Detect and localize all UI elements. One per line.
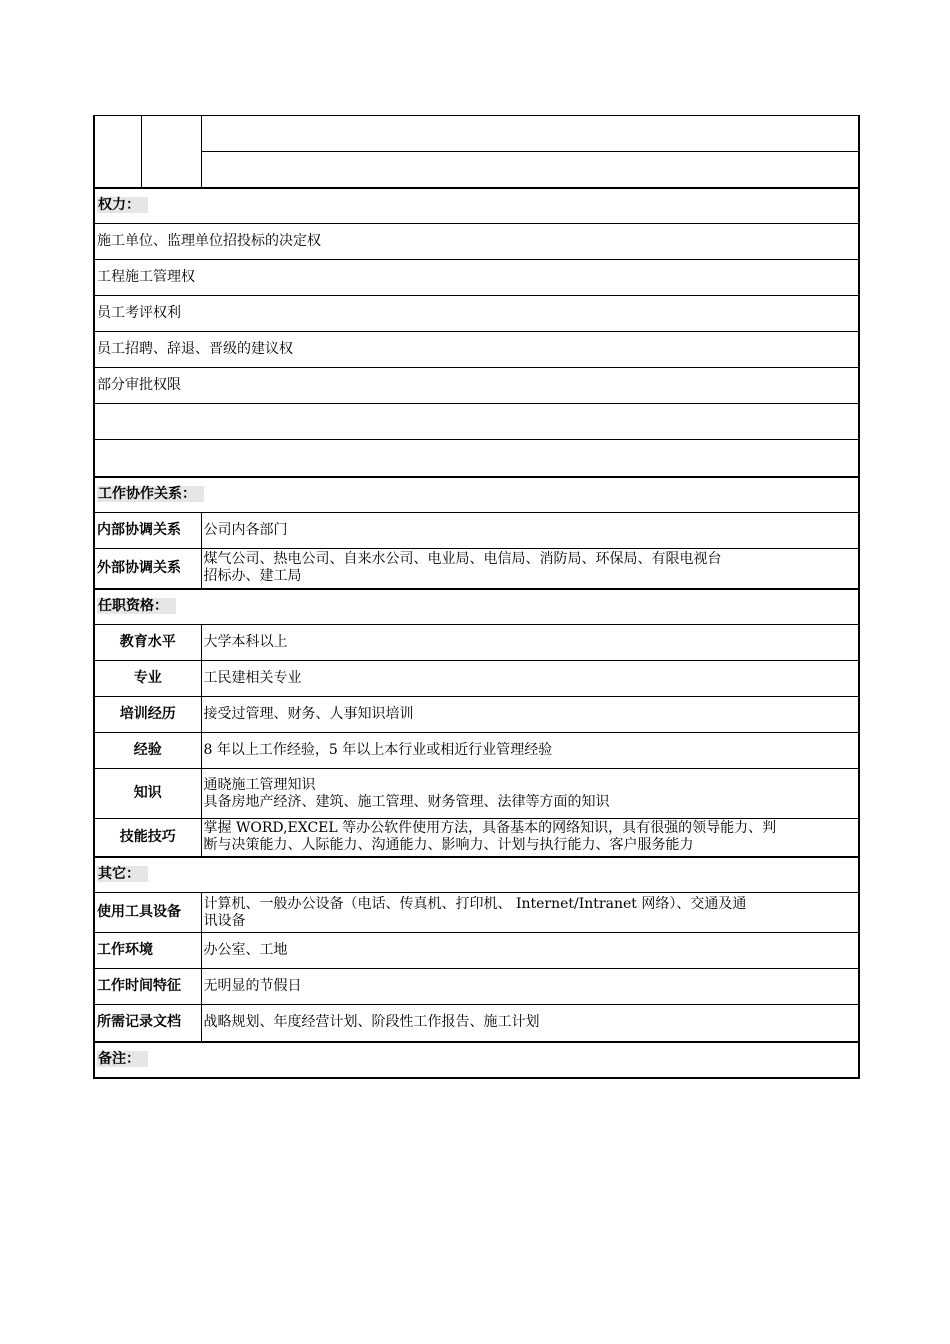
internal-coordination-row [94,513,859,549]
major-row [94,661,859,697]
experience-label: 经验 [94,733,201,769]
job-description-table [93,115,860,1079]
power-item-3: 员工考评权利 [94,296,859,332]
environment-value: 办公室、工地 [201,933,859,969]
powers-header-row [94,188,859,224]
collaboration-header-row [94,477,859,513]
work-time-row [94,969,859,1005]
experience-value: 8 年以上工作经验，5 年以上本行业或相近行业管理经验 [201,733,859,769]
power-item-1: 施工单位、监理单位招投标的决定权 [94,224,859,260]
power-item-6 [94,404,859,440]
external-coordination-row [94,549,859,589]
power-row [94,332,859,368]
training-value: 接受过管理、财务、人事知识培训 [201,697,859,733]
top-blank-cell-b [141,116,201,188]
qualifications-header-row [94,589,859,625]
power-row [94,368,859,404]
power-row [94,260,859,296]
qualifications-title: 任职资格： [97,598,176,614]
documents-value: 战略规划、年度经营计划、阶段性工作报告、施工计划 [201,1005,859,1042]
training-label: 培训经历 [94,697,201,733]
work-time-label: 工作时间特征 [94,969,201,1005]
documents-label: 所需记录文档 [94,1005,201,1042]
external-coordination-line-2: 招标办、建工局 [203,568,302,585]
remarks-title: 备注： [97,1051,148,1067]
power-row [94,404,859,440]
major-value: 工民建相关专业 [201,661,859,697]
collaboration-title: 工作协作关系： [97,486,204,502]
power-item-5: 部分审批权限 [94,368,859,404]
internal-coordination-value: 公司内各部门 [201,513,859,549]
top-blank-cell-c1 [201,116,859,152]
power-item-7 [94,440,859,477]
environment-row [94,933,859,969]
work-time-value: 无明显的节假日 [201,969,859,1005]
tools-line-1: 计算机、一般办公设备（电话、传真机、打印机、 Internet/Intranet 网络）、交通及通 [203,895,747,912]
top-row-1 [94,116,859,152]
other-header-row [94,857,859,893]
other-title: 其它： [97,866,148,882]
knowledge-row [94,769,859,819]
environment-label: 工作环境 [94,933,201,969]
power-item-4: 员工招聘、辞退、晋级的建议权 [94,332,859,368]
documents-row [94,1005,859,1042]
power-row [94,440,859,477]
external-coordination-label: 外部协调关系 [94,549,201,589]
skills-row [94,819,859,857]
training-row [94,697,859,733]
tools-line-2: 讯设备 [203,912,246,929]
remarks-row [94,1042,859,1078]
education-label: 教育水平 [94,625,201,661]
skills-line-1: 掌握 WORD,EXCEL 等办公软件使用方法，具备基本的网络知识，具有很强的领导能力、判 [203,820,777,837]
top-row-2 [94,152,859,188]
knowledge-line-1: 通晓施工管理知识 [203,776,316,793]
knowledge-label: 知识 [94,769,201,819]
tools-label: 使用工具设备 [94,893,201,933]
job-description-sheet [93,115,858,1079]
major-label: 专业 [94,661,201,697]
powers-title: 权力： [97,197,148,213]
experience-row [94,733,859,769]
internal-coordination-label: 内部协调关系 [94,513,201,549]
skills-line-2: 断与决策能力、人际能力、沟通能力、影响力、计划与执行能力、客户服务能力 [203,837,694,854]
education-value: 大学本科以上 [201,625,859,661]
power-row [94,224,859,260]
skills-label: 技能技巧 [94,819,201,857]
top-blank-cell-c2 [201,152,859,188]
education-row [94,625,859,661]
top-blank-cell-a [94,116,141,188]
power-row [94,296,859,332]
power-item-2: 工程施工管理权 [94,260,859,296]
tools-row [94,893,859,933]
external-coordination-line-1: 煤气公司、热电公司、自来水公司、电业局、电信局、消防局、环保局、有限电视台 [203,551,722,568]
knowledge-line-2: 具备房地产经济、建筑、施工管理、财务管理、法律等方面的知识 [203,793,610,810]
